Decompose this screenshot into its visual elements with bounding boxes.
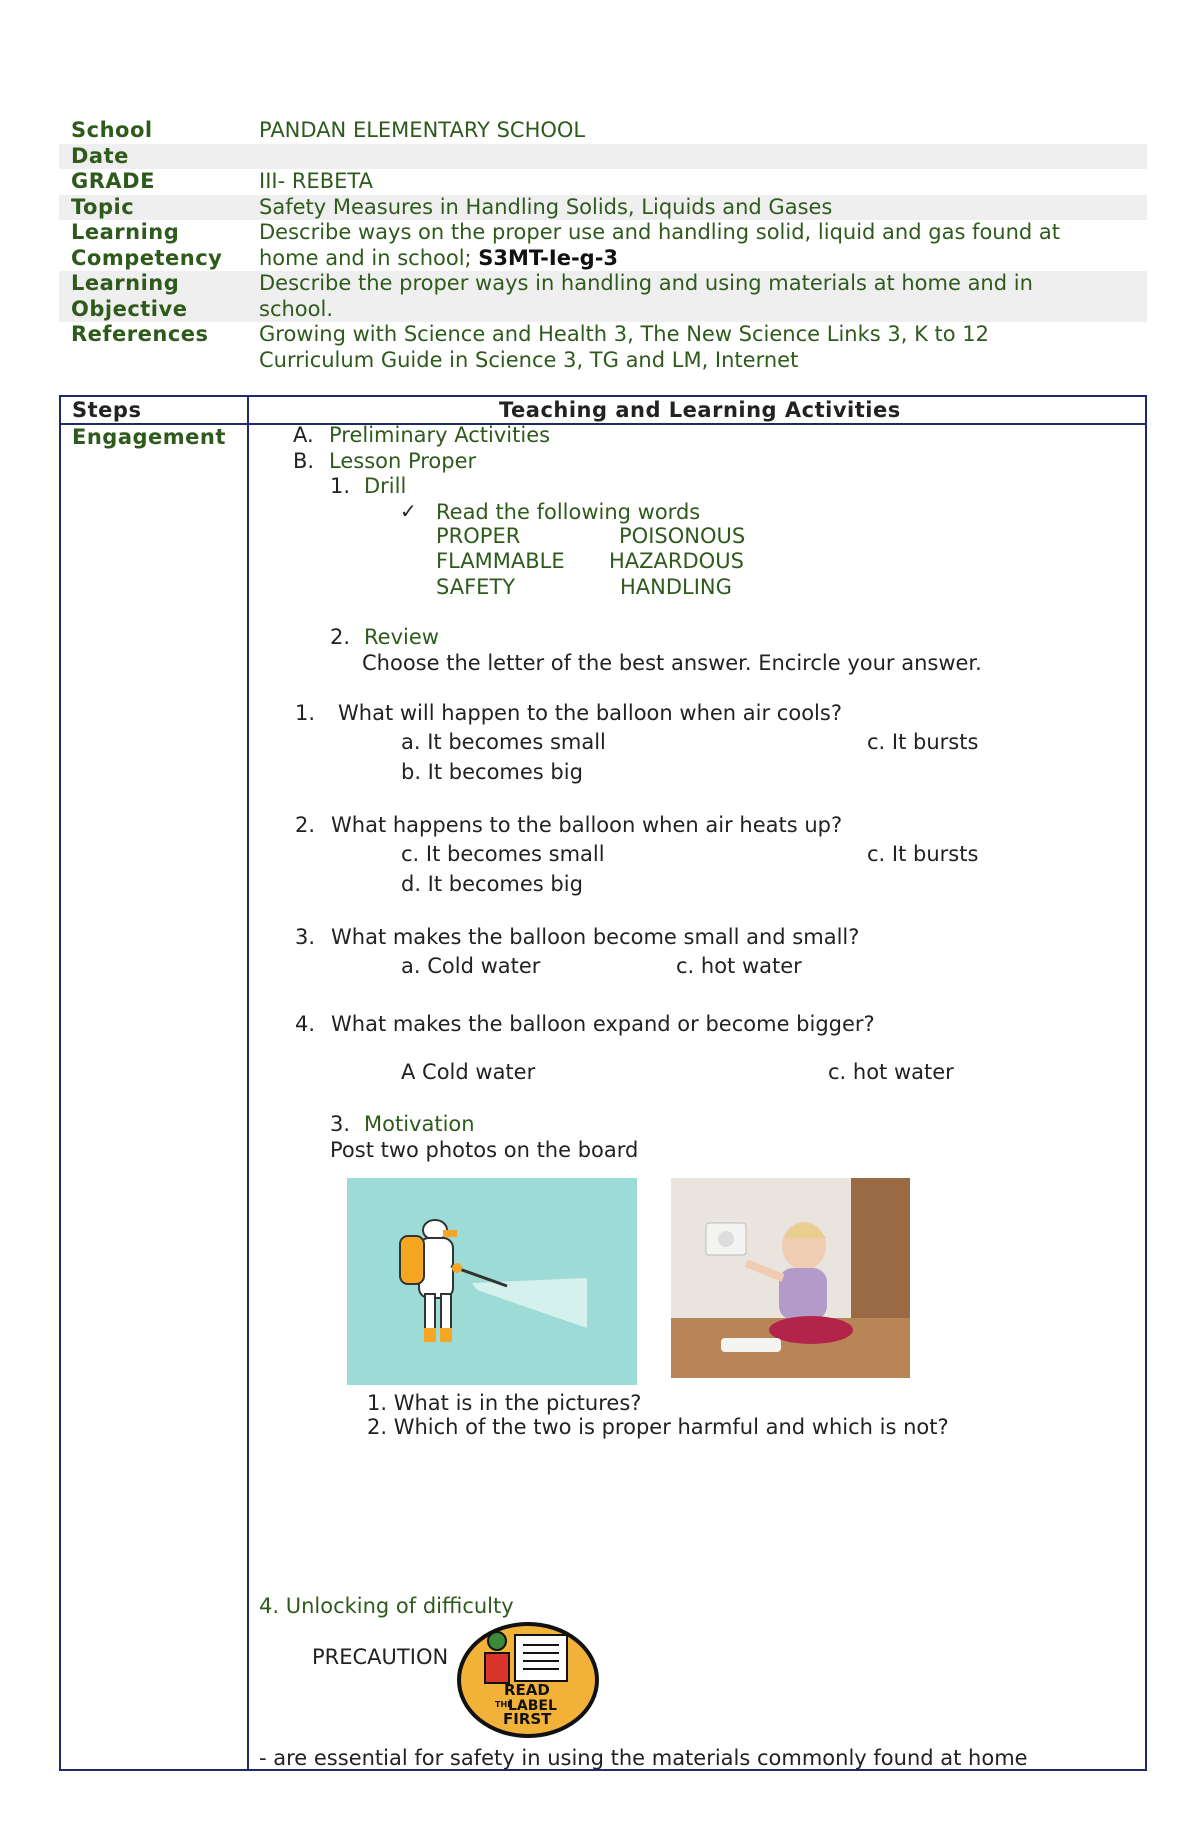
read-words-instruction: Read the following words xyxy=(436,500,701,524)
activities-table xyxy=(59,395,1147,1771)
unlocking-heading: 4. Unlocking of difficulty xyxy=(259,1594,514,1618)
drill-word: SAFETY xyxy=(436,575,516,599)
table-header xyxy=(61,397,1145,425)
motivation-heading: Motivation xyxy=(364,1112,475,1136)
lesson-proper: Lesson Proper xyxy=(329,449,477,473)
drill-word: HAZARDOUS xyxy=(609,549,744,573)
logo-text-read: READ xyxy=(504,1681,550,1699)
list-marker: B. xyxy=(293,449,315,473)
info-value-text: home and in school; xyxy=(259,245,479,270)
preliminary-activities: Preliminary Activities xyxy=(329,423,551,447)
info-row-references xyxy=(59,322,1147,373)
drill-word: HANDLING xyxy=(620,575,732,599)
question-2: What happens to the balloon when air heats up? xyxy=(331,813,843,837)
info-label xyxy=(71,271,259,322)
answer-choice: a. It becomes small xyxy=(401,730,606,754)
answer-choice: c. It becomes small xyxy=(401,842,605,866)
logo-text-label: LABEL xyxy=(508,1698,557,1714)
info-row-topic xyxy=(59,195,1147,221)
info-row-competency xyxy=(59,220,1147,271)
question-marker: 1. xyxy=(295,701,316,725)
list-marker: 3. xyxy=(330,1112,351,1136)
logo-text-first: FIRST xyxy=(503,1710,552,1728)
logo-text-the: THE xyxy=(495,1700,513,1709)
photo-pest-sprayer xyxy=(347,1178,637,1385)
review-instruction: Choose the letter of the best answer. Encircle your answer. xyxy=(362,651,982,675)
info-label-line: Competency xyxy=(71,245,223,270)
info-row-grade xyxy=(59,169,1147,195)
motivation-instruction: Post two photos on the board xyxy=(330,1138,639,1162)
picture-question-2: 2. Which of the two is proper harmful and which is not? xyxy=(367,1415,949,1439)
info-label xyxy=(71,220,259,271)
answer-choice: c. It bursts xyxy=(867,842,979,866)
info-label-line: Objective xyxy=(71,296,188,321)
picture-question-1: 1. What is in the pictures? xyxy=(367,1391,642,1415)
question-marker: 2. xyxy=(295,813,316,837)
lesson-info-table xyxy=(59,118,1147,373)
info-label-line: Learning xyxy=(71,271,180,295)
info-value: Safety Measures in Handling Solids, Liquids and Gases xyxy=(259,194,833,219)
info-value-line: Curriculum Guide in Science 3, TG and LM, Internet xyxy=(259,347,799,372)
drill-word: PROPER xyxy=(436,524,521,548)
question-4: What makes the balloon expand or become bigger? xyxy=(331,1012,875,1036)
answer-choice: c. hot water xyxy=(828,1060,954,1084)
answer-choice: A Cold water xyxy=(401,1060,536,1084)
info-value xyxy=(259,220,1147,271)
info-label: Topic xyxy=(71,194,135,219)
info-label-line: Learning xyxy=(71,220,180,244)
answer-choice: d. It becomes big xyxy=(401,872,583,896)
drill-word: FLAMMABLE xyxy=(436,549,565,573)
step-engagement: Engagement xyxy=(72,425,226,449)
list-marker: A. xyxy=(293,423,314,447)
precaution-definition: - are essential for safety in using the materials commonly found at home xyxy=(259,1746,1028,1770)
question-marker: 4. xyxy=(295,1012,316,1036)
info-value-line: Describe ways on the proper use and handling solid, liquid and gas found at xyxy=(259,220,1061,244)
info-label: References xyxy=(71,322,209,346)
info-value: PANDAN ELEMENTARY SCHOOL xyxy=(259,118,586,142)
info-label: GRADE xyxy=(71,169,155,193)
info-value-line: Describe the proper ways in handling and using materials at home and in xyxy=(259,271,1033,295)
read-label-first-logo xyxy=(457,1621,600,1739)
column-header-activities: Teaching and Learning Activities xyxy=(499,398,901,422)
list-marker: 1. xyxy=(330,474,351,498)
question-1: What will happen to the balloon when air cools? xyxy=(338,701,842,725)
list-marker: 2. xyxy=(330,625,351,649)
info-row-objective xyxy=(59,271,1147,322)
info-value xyxy=(259,322,1147,373)
precaution-word: PRECAUTION xyxy=(312,1645,449,1669)
answer-choice: c. It bursts xyxy=(867,730,979,754)
answer-choice: a. Cold water xyxy=(401,954,541,978)
column-divider xyxy=(247,397,249,1769)
child-outlet-illustration xyxy=(671,1178,910,1378)
info-value xyxy=(259,144,1147,170)
info-value xyxy=(259,271,1147,322)
answer-choice: c. hot water xyxy=(676,954,802,978)
info-label: School xyxy=(71,118,153,142)
read-label-logo-icon xyxy=(457,1621,600,1739)
column-header-steps: Steps xyxy=(72,398,142,422)
photo-child-outlet xyxy=(671,1178,910,1378)
competency-code: S3MT-Ie-g-3 xyxy=(478,245,619,270)
drill-heading: Drill xyxy=(364,474,407,498)
question-3: What makes the balloon become small and small? xyxy=(331,925,860,949)
question-marker: 3. xyxy=(295,925,316,949)
drill-word: POISONOUS xyxy=(619,524,746,548)
info-value: III- REBETA xyxy=(259,169,373,193)
info-label: Date xyxy=(71,143,129,168)
info-value-line: school. xyxy=(259,296,334,321)
info-value-line xyxy=(259,246,1147,272)
review-heading: Review xyxy=(364,625,439,649)
info-row-date xyxy=(59,144,1147,170)
info-value-line: Growing with Science and Health 3, The New Science Links 3, K to 12 xyxy=(259,322,990,346)
answer-choice: b. It becomes big xyxy=(401,760,583,784)
pest-sprayer-illustration xyxy=(347,1178,637,1385)
info-row-school xyxy=(59,118,1147,144)
checkmark-icon: ✓ xyxy=(400,499,417,523)
